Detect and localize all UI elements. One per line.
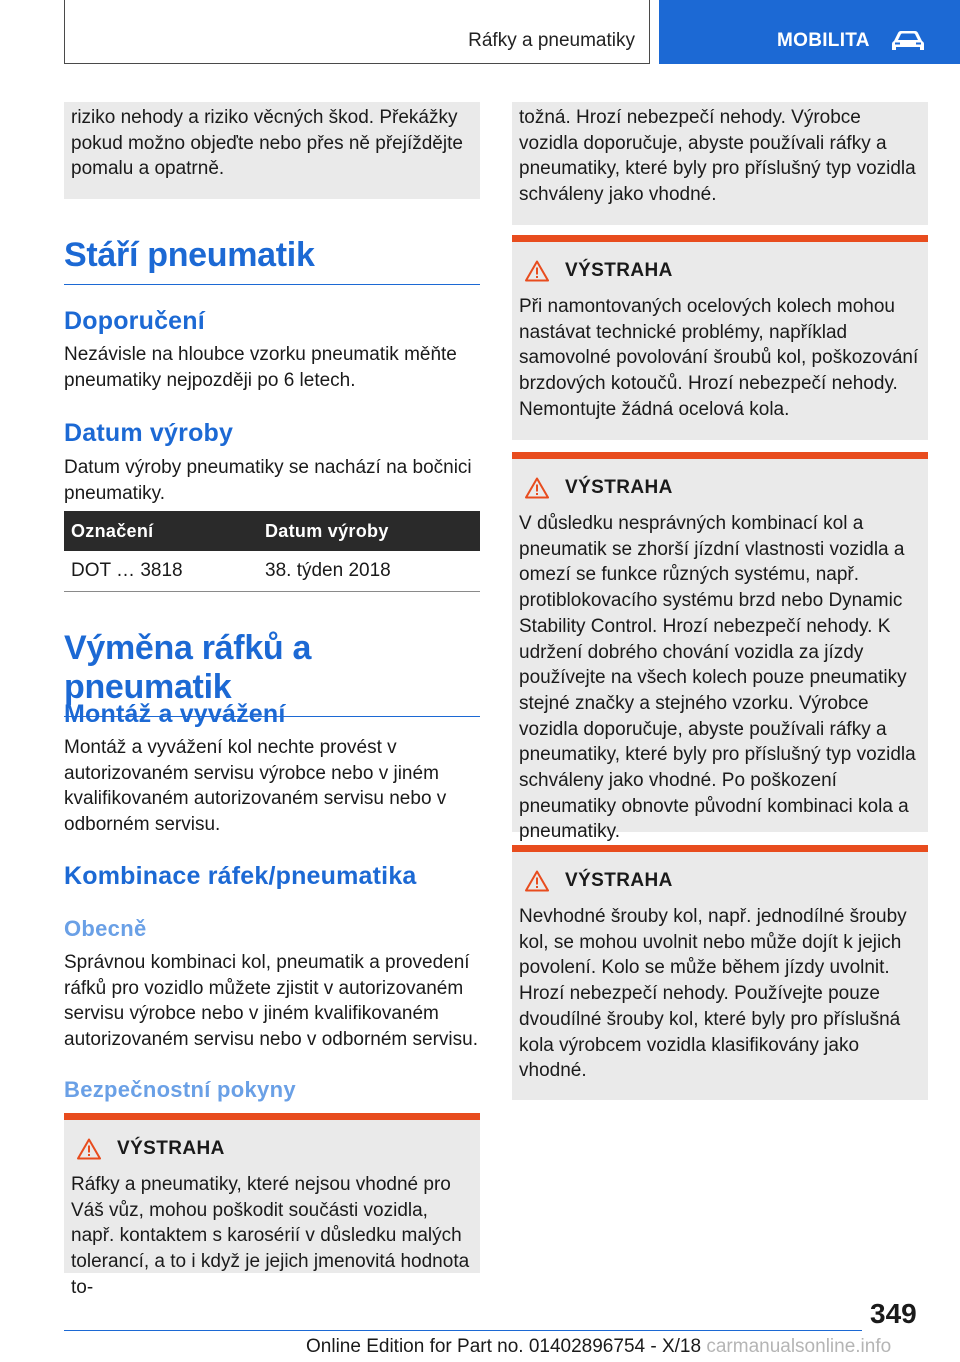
- heading-replacement: Výměna ráfků a pneumatik: [64, 629, 480, 717]
- continued-note-box: [64, 102, 480, 199]
- warning-header: [519, 459, 921, 505]
- heading-tire-age: Stáří pneumatik: [64, 236, 480, 285]
- table-cell-designation: DOT … 3818: [64, 551, 258, 591]
- general-text: Správnou kombinaci kol, pneumatik a provedení ráfků pro vozidlo můžete zjistit v autorizovaném servisu výrobce nebo v jiném kvalifikovaném autorizovaném servisu nebo v odborném servisu.: [64, 952, 478, 1051]
- heading-general: Obecně: [64, 916, 147, 941]
- footer-watermark: carmanualsonline.info: [706, 1336, 892, 1357]
- warning-box-wheel-bolts: [512, 845, 928, 1100]
- warning-header: [519, 242, 921, 288]
- recommendation-text: Nezávisle na hloubce vzorku pneumatik měňte pneumatiky nejpozději po 6 letech.: [64, 344, 457, 391]
- warning-triangle-icon: [77, 1138, 101, 1160]
- table-row: [64, 551, 480, 591]
- page-number: 349: [870, 1298, 917, 1329]
- heading-combination: Kombinace ráfek/pneumatika: [64, 862, 417, 890]
- warning-text: Při namontovaných ocelových kolech mohou nastávat technické problémy, například samovolné povolování šroubů kol, poškozování brzdových kotoučů. Hrozí nebezpečí nehody. Nemontujte žádná ocelová kola.: [519, 296, 919, 420]
- warning-title: VÝSTRAHA: [565, 477, 673, 498]
- continued-warning-box: [512, 102, 928, 225]
- heading-date-of-manufacture: Datum výroby: [64, 419, 234, 447]
- heading-recommendation: Doporučení: [64, 307, 205, 335]
- warning-header: [519, 852, 921, 898]
- warning-triangle-icon: [525, 870, 549, 892]
- warning-header: [71, 1120, 473, 1166]
- warning-box-wheels-unsuitable: [64, 1113, 480, 1298]
- warning-box-wrong-combinations: [512, 452, 928, 843]
- mounting-text: Montáž a vyvážení kol nechte provést v autorizovaném servisu výrobce nebo v jiném kvalifikovaném autorizovaném servisu nebo v odborném servisu.: [64, 737, 447, 836]
- heading-mounting: Montáž a vyvážení: [64, 700, 286, 728]
- warning-box-steel-wheels: [512, 235, 928, 440]
- warning-title: VÝSTRAHA: [565, 260, 673, 281]
- header-mobility-tab[interactable]: [659, 0, 960, 64]
- warning-text: Nevhodné šrouby kol, např. jednodílné šrouby kol, se mohou uvolnit nebo může dojít k jejich povolení. Kolo se může během jízdy uvolnit. Hrozí nebezpečí nehody. Používejte pouze dvoudílné šrouby kol, které byly pro příslušná kola výrobcem vozidla klasifikovány jako vhodné.: [519, 906, 907, 1082]
- date-of-manufacture-text: Datum výroby pneumatiky se nachází na bočnici pneumatiky.: [64, 457, 472, 504]
- warning-title: VÝSTRAHA: [117, 1138, 225, 1159]
- table-header-designation: Označení: [64, 511, 258, 551]
- car-icon: [891, 29, 925, 53]
- warning-text: V důsledku nesprávných kombinací kol a pneumatik se zhorší jízdní vlastnosti vozidla a omezí se funkce různých systému, např. protiblokovacího systému brzd nebo Dynamic Stability Control. Hrozí nebezpečí nehody. K udržení dobrého chování vozidla za jízdy používejte na všech kolech pouze pneumatiky stejné značky a stejného vzorku. Výrobce vozidla doporučuje, abyste používali ráfky a pneumatiky, které byly pro příslušný typ vozidla schváleny jako vhodné. Po poškození pneumatiky obnovte původní kombinaci kola a pneumatiky.: [519, 513, 916, 843]
- footer-divider: [64, 1330, 862, 1331]
- heading-safety: Bezpečnostní pokyny: [64, 1077, 296, 1102]
- footer-edition: [306, 1336, 891, 1358]
- warning-title: VÝSTRAHA: [565, 870, 673, 891]
- header-tab-label: MOBILITA: [777, 30, 870, 51]
- continued-warning-text: tožná. Hrozí nebezpečí nehody. Výrobce vozidla doporučuje, abyste používali ráfky a pneumatiky, které byly pro příslušný typ vozidla schváleny jako vhodné.: [519, 107, 916, 206]
- table-cell-date: 38. týden 2018: [258, 551, 480, 591]
- warning-triangle-icon: [525, 260, 549, 282]
- footer-edition-text: Online Edition for Part no. 01402896754 - X/18: [306, 1336, 702, 1357]
- header-section-title: Ráfky a pneumatiky: [468, 30, 635, 51]
- table-header-row: [64, 511, 480, 551]
- warning-triangle-icon: [525, 477, 549, 499]
- warning-text: Ráfky a pneumatiky, které nejsou vhodné pro Váš vůz, mohou poškodit součásti vozidla, např. kontaktem s karosérií v důsledku malých tolerancí, a to i když je jejich jmenovitá hodnota to-: [71, 1174, 470, 1298]
- header-section-box: [64, 0, 650, 64]
- date-table: [64, 511, 480, 592]
- table-header-date: Datum výroby: [258, 511, 480, 551]
- continued-note-text: riziko nehody a riziko věcných škod. Překážky pokud možno objeďte nebo přes ně přejíždějte pomalu a opatrně.: [71, 107, 463, 180]
